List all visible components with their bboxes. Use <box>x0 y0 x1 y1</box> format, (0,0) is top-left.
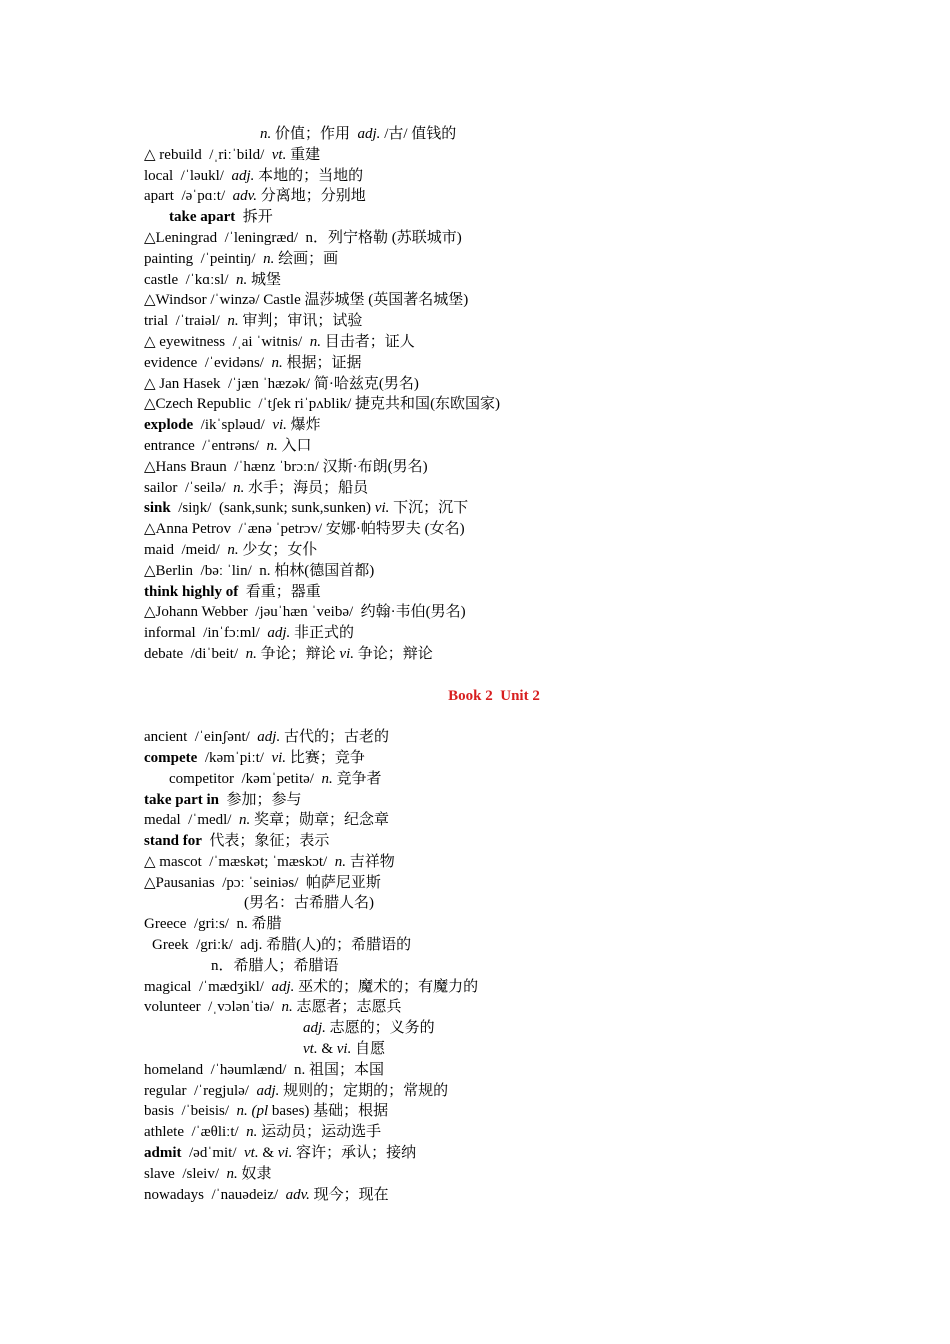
entry-text: regular /ˈregjulə/ <box>144 1082 257 1099</box>
entry-text: 代表；象征；表示 <box>201 833 330 850</box>
vocab-entry <box>144 270 844 291</box>
entry-text: 志愿者；志愿兵 <box>292 999 402 1016</box>
entry-text: Greek /griːk/ adj. 希腊(人)的；希腊语的 <box>152 937 412 954</box>
entry-text: & <box>258 1145 278 1162</box>
vocab-entry <box>144 249 844 270</box>
vocab-entry <box>144 831 844 852</box>
vocab-entry <box>144 1039 844 1060</box>
entry-text: slave /sleiv/ <box>144 1165 227 1182</box>
entry-text: trial /ˈtraiəl/ <box>144 313 228 330</box>
entry-text: △Berlin /bəː ˈlin/ n. 柏林(德国首都) <box>144 562 375 579</box>
entry-text: vt. <box>271 146 287 163</box>
entry-text: (男名：古希腊人名) <box>244 895 374 912</box>
vocab-entry <box>144 644 844 665</box>
entry-text: adj. <box>257 729 281 746</box>
entry-text: n. <box>236 271 248 288</box>
entry-text: 爆炸 <box>286 417 321 434</box>
entry-text: n．希腊人；希腊语 <box>211 957 339 974</box>
entry-text: 看重；器重 <box>238 583 321 600</box>
entry-text: 竞争者 <box>332 770 382 787</box>
entry-text: /kəmˈpiːt/ <box>197 749 272 766</box>
entry-text: n. <box>260 126 272 142</box>
vocab-entry <box>144 769 844 790</box>
entry-text: n. <box>321 770 333 787</box>
entry-text: 奖章；勋章；纪念章 <box>250 812 389 829</box>
vocab-entry <box>144 748 844 769</box>
vocab-entry <box>144 457 844 478</box>
vocab-entry <box>144 561 844 582</box>
entry-text: ancient /ˈeinʃənt/ <box>144 729 258 746</box>
entry-text: medal /ˈmedl/ <box>144 812 239 829</box>
entry-text: 吉祥物 <box>345 853 395 870</box>
entry-text: adv. <box>232 188 257 205</box>
entry-text: n. <box>245 645 257 662</box>
entry-text: n. <box>309 333 321 350</box>
entry-text: vt. <box>244 1145 259 1162</box>
vocab-entry <box>144 1018 844 1039</box>
entry-text: athlete /ˈæθliːt/ <box>144 1124 247 1141</box>
vocab-entry <box>144 956 844 977</box>
entry-text: 重建 <box>286 146 321 163</box>
entry-text: △Windsor /ˈwinzə/ Castle 温莎城堡 (英国著名城堡) <box>144 292 469 309</box>
entry-text: △Anna Petrov /ˈænə ˈpetrɔv/ 安娜·帕特罗夫 (女名) <box>144 521 465 538</box>
entry-text: 古代的；古老的 <box>280 729 389 746</box>
entry-text: apart /əˈpɑːt/ <box>144 188 233 205</box>
entry-text: △ mascot /ˈmæskət; ˈmæskɔt/ <box>144 853 335 870</box>
entry-text: think highly of <box>144 583 239 600</box>
entry-text: 自愿 <box>351 1041 386 1058</box>
vocab-entry <box>144 893 844 914</box>
entry-text: 比赛；竞争 <box>286 749 365 766</box>
entry-text: vi. <box>374 500 390 517</box>
entry-text: 目击者；证人 <box>320 333 415 350</box>
entry-text: △Pausanias /pɔː ˈseiniəs/ 帕萨尼亚斯 <box>144 874 381 891</box>
entry-text: n. (pl <box>236 1103 269 1120</box>
entry-text: 下沉；沉下 <box>389 500 469 517</box>
entry-text: bases) 基础；根据 <box>268 1103 389 1120</box>
vocab-entry <box>144 540 844 561</box>
entry-text: adj. <box>267 625 291 642</box>
entry-text: △ eyewitness /ˌai ˈwitnis/ <box>144 333 310 350</box>
entry-text: n. <box>334 853 346 870</box>
entry-text: n. <box>263 250 275 267</box>
vocab-entry <box>144 374 844 395</box>
entry-text: explode <box>144 417 194 434</box>
entry-text: 审判；审讯；试验 <box>238 313 363 330</box>
entry-text: 拆开 <box>235 209 273 226</box>
entry-text: △Hans Braun /ˈhænz ˈbrɔːn/ 汉斯·布朗(男名) <box>144 458 428 475</box>
entry-text: 水手；海员；船员 <box>244 479 369 496</box>
vocab-entry <box>144 228 844 249</box>
entry-text: 非正式的 <box>290 625 354 642</box>
vocab-entry <box>144 1122 844 1143</box>
entry-text: n. <box>233 479 245 496</box>
vocab-entry <box>144 498 844 519</box>
vocab-entry <box>144 436 844 457</box>
entry-text: vt. <box>303 1041 318 1058</box>
entry-text: n. <box>266 437 278 454</box>
entry-text: /古/ 值钱的 <box>380 126 457 142</box>
entry-text: take part in <box>144 791 219 808</box>
vocab-entry <box>144 478 844 499</box>
vocab-entry <box>144 852 844 873</box>
entry-text: 绘画；画 <box>274 250 339 267</box>
entry-text: volunteer /ˌvɔlənˈtiə/ <box>144 999 282 1016</box>
entry-text: 少女；女仆 <box>238 541 318 558</box>
entry-text: 运动员；运动选手 <box>257 1124 382 1141</box>
vocab-entry <box>144 1081 844 1102</box>
entry-text: castle /ˈkɑːsl/ <box>144 271 236 288</box>
entry-text: sailor /ˈseilə/ <box>144 479 234 496</box>
entry-text: adj. <box>271 978 295 995</box>
vocab-entry <box>144 353 844 374</box>
blank-line <box>144 665 844 686</box>
entry-text: informal /inˈfɔːml/ <box>144 625 268 642</box>
vocab-entry <box>144 914 844 935</box>
entry-text: Book 2 Unit 2 <box>448 687 540 704</box>
entry-text: take apart <box>169 209 236 226</box>
entry-text: maid /meid/ <box>144 541 228 558</box>
entry-text: admit <box>144 1145 182 1162</box>
vocab-entry <box>144 623 844 644</box>
entry-text: n. <box>227 541 239 558</box>
entry-text: stand for <box>144 833 202 850</box>
entry-text: 争论；辩论 <box>353 645 433 662</box>
entry-text: n. <box>238 812 251 829</box>
vocab-entry <box>144 790 844 811</box>
blank-line <box>144 706 844 727</box>
entry-text: homeland /ˈhəumlænd/ n. 祖国；本国 <box>144 1061 384 1078</box>
entry-text: 参加；参与 <box>219 791 302 808</box>
entry-text: 争论；辩论 <box>256 645 340 662</box>
vocab-entry <box>144 582 844 603</box>
entry-text: debate /diˈbeit/ <box>144 645 246 662</box>
entry-text: 容许；承认；接纳 <box>292 1145 417 1162</box>
entry-text: evidence /ˈevidəns/ <box>144 354 272 371</box>
entry-text: 根据；证据 <box>282 354 362 371</box>
entry-text: 价值；作用 <box>271 126 358 142</box>
section-heading <box>144 686 844 707</box>
vocab-entry <box>144 519 844 540</box>
entry-text: vi. <box>272 417 287 434</box>
entry-text: adj. <box>231 167 255 184</box>
vocab-entry <box>144 602 844 623</box>
entry-text: adj. <box>303 1020 326 1037</box>
entry-text: /siŋk/ (sank,sunk; sunk,sunken) <box>170 500 375 517</box>
vocab-entry <box>144 810 844 831</box>
entry-text: adv. <box>285 1186 310 1203</box>
entry-text: 分离地；分别地 <box>256 188 366 205</box>
entry-text: n. <box>246 1124 258 1141</box>
entry-text: n. <box>281 999 293 1016</box>
entry-text: basis /ˈbeisis/ <box>144 1103 237 1120</box>
vocab-entry <box>144 873 844 894</box>
vocab-entry <box>144 1101 844 1122</box>
entry-text: 巫术的；魔术的；有魔力的 <box>294 978 479 995</box>
entry-text: n. <box>227 313 239 330</box>
entry-text: vi. <box>271 749 287 766</box>
entry-text: painting /ˈpeintiŋ/ <box>144 250 264 267</box>
entry-text: entrance /ˈentrəns/ <box>144 437 267 454</box>
vocab-entry <box>144 977 844 998</box>
entry-text: adj. <box>357 126 381 142</box>
entry-text: compete <box>144 749 198 766</box>
vocab-entry <box>144 935 844 956</box>
vocab-entry <box>144 311 844 332</box>
entry-text: △ rebuild /ˌriːˈbild/ <box>144 146 272 163</box>
vocab-entry <box>144 1185 844 1206</box>
vocab-entry <box>144 727 844 748</box>
vocab-entry <box>144 332 844 353</box>
entry-text: Greece /griːs/ n. 希腊 <box>144 916 282 933</box>
vocab-entry <box>144 124 844 145</box>
vocab-entry <box>144 166 844 187</box>
vocab-entry <box>144 290 844 311</box>
entry-text: competitor /kəmˈpetitə/ <box>169 770 322 787</box>
entry-text: 规则的；定期的；常规的 <box>279 1082 449 1099</box>
vocab-entry <box>144 1164 844 1185</box>
vocab-entry <box>144 1143 844 1164</box>
entry-text: n. <box>271 354 283 371</box>
entry-text: nowadays /ˈnauədeiz/ <box>144 1186 286 1203</box>
entry-text: local /ˈləukl/ <box>144 167 232 184</box>
entry-text: △Leningrad /ˈleningræd/ n．列宁格勒 (苏联城市) <box>144 229 462 246</box>
entry-text: 现今；现在 <box>309 1186 389 1203</box>
vocab-entry <box>144 415 844 436</box>
vocabulary-list <box>144 124 844 1205</box>
entry-text: /ikˈspləud/ <box>193 417 273 434</box>
entry-text: △ Jan Hasek /ˈjæn ˈhæzək/ 简·哈兹克(男名) <box>144 375 419 392</box>
entry-text: n. <box>226 1165 238 1182</box>
entry-text: adj. <box>256 1082 280 1099</box>
vocab-entry <box>144 145 844 166</box>
entry-text: 本地的；当地的 <box>254 167 364 184</box>
vocab-entry <box>144 394 844 415</box>
entry-text: /ədˈmit/ <box>181 1145 244 1162</box>
entry-text: 城堡 <box>247 271 282 288</box>
entry-text: & <box>317 1041 337 1058</box>
entry-text: △Johann Webber /jəuˈhæn ˈveibə/ 约翰·韦伯(男名) <box>144 604 466 621</box>
entry-text: vi. <box>339 645 354 662</box>
entry-text: △Czech Republic /ˈtʃek riˈpʌblik/ 捷克共和国(东欧国家) <box>144 396 501 413</box>
vocab-entry <box>144 207 844 228</box>
vocab-entry <box>144 997 844 1018</box>
entry-text: 入口 <box>277 437 312 454</box>
vocab-entry <box>144 1060 844 1081</box>
entry-text: sink <box>144 500 171 517</box>
entry-text: vi. <box>336 1041 352 1058</box>
entry-text: 奴隶 <box>237 1165 272 1182</box>
entry-text: vi. <box>277 1145 293 1162</box>
entry-text: 志愿的；义务的 <box>325 1020 435 1037</box>
vocab-entry <box>144 186 844 207</box>
entry-text: magical /ˈmædʒikl/ <box>144 978 272 995</box>
